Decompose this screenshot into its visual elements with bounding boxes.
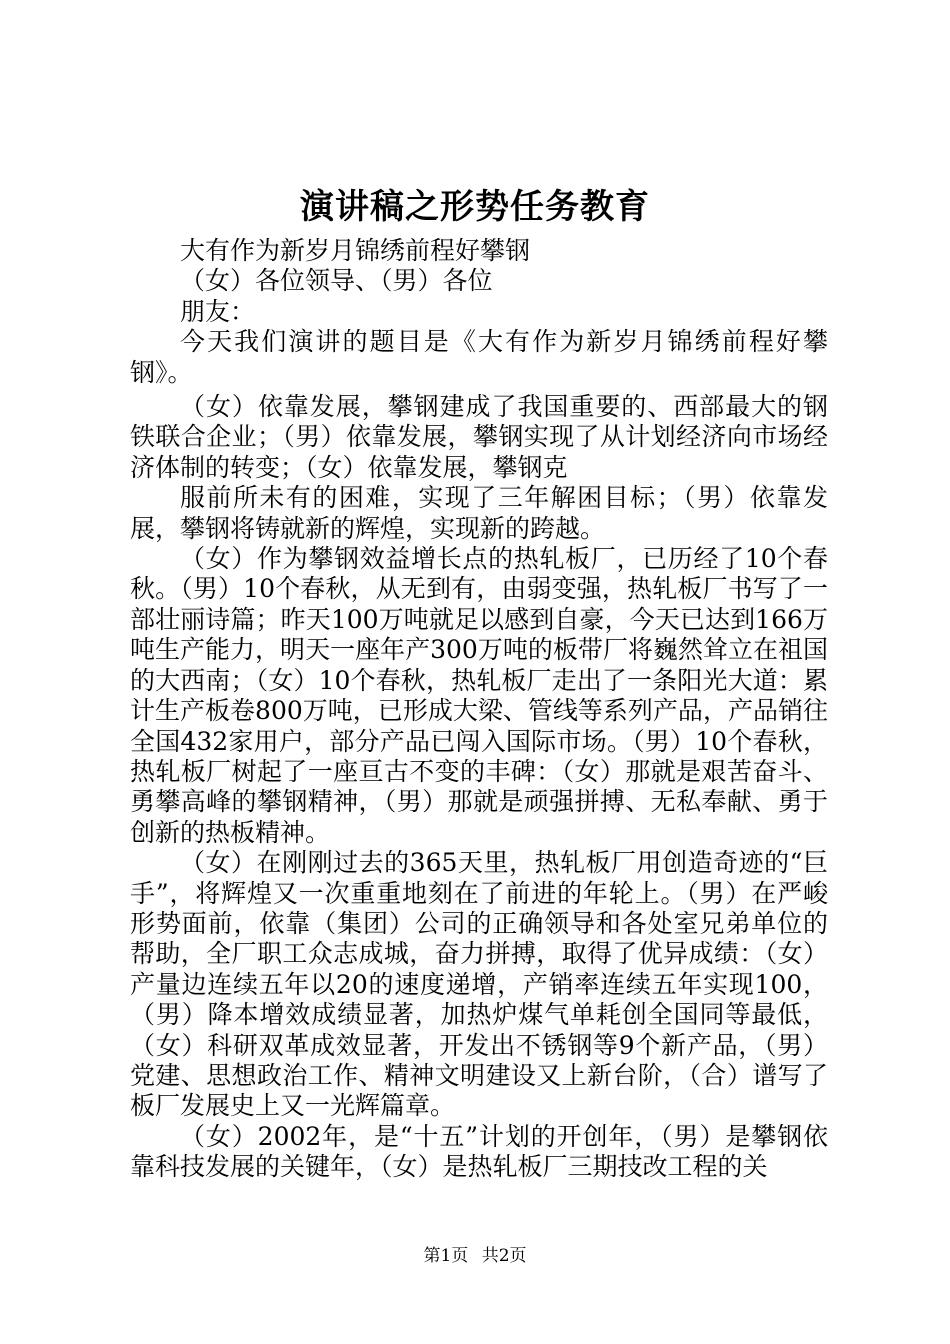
page-footer (0, 1244, 950, 1268)
paragraph-development-cont: 服前所未有的困难，实现了三年解困目标；（男）依靠发展，攀钢将铸就新的辉煌，实现新的跨越。 (130, 483, 828, 543)
paragraph-hot-rolling: （女）作为攀钢效益增长点的热轧板厂，已历经了10个春秋。（男）10个春秋，从无到有，由弱变强，热轧板厂书写了一部壮丽诗篇；昨天100万吨就足以感到自豪，今天已达到166万吨生产能力，明天一座年产300万吨的板带厂将巍然耸立在祖国的大西南；（女）10个春秋，热轧板厂走出了一条阳光大道：累计生产板卷800万吨，已形成大梁、管线等系列产品，产品销往全国432家用户，部分产品已闯入国际市场。（男）10个春秋，热轧板厂树起了一座亘古不变的丰碑：（女）那就是艰苦奋斗、勇攀高峰的攀钢精神，（男）那就是顽强拼搏、无私奉献、勇于创新的热板精神。 (130, 544, 828, 847)
paragraph-greeting-cont: 朋友： (180, 296, 256, 326)
page-total: 共2页 (481, 1246, 527, 1266)
paragraph-2002: （女）2002年，是“十五”计划的开创年，（男）是攀钢依靠科技发展的关键年，（女）是热轧板厂三期技改工程的关 (130, 1121, 828, 1182)
paragraph-greeting: （女）各位领导、（男）各位 (180, 266, 493, 296)
page-number: 第1页 (423, 1246, 469, 1266)
document-body (130, 236, 828, 1183)
paragraph-topic: 今天我们演讲的题目是《大有作为新岁月锦绣前程好攀钢》。 (130, 327, 828, 387)
paragraph-past-year: （女）在刚刚过去的365天里，热轧板厂用创造奇迹的“巨手”，将辉煌又一次重重地刻在了前进的年轮上。（男）在严峻形势面前，依靠（集团）公司的正确领导和各处室兄弟单位的帮助，全厂职工众志成城，奋力拼搏，取得了优异成绩：（女）产量边连续五年以20的速度递增，产销率连续五年实现100，（男）降本增效成绩显著，加热炉煤气单耗创全国同等最低，（女）科研双革成效显著，开发出不锈钢等9个新产品，（男）党建、思想政治工作、精神文明建设又上新台阶，（合）谱写了板厂发展史上又一光辉篇章。 (130, 848, 828, 1121)
paragraph-subtitle: 大有作为新岁月锦绣前程好攀钢 (180, 236, 531, 265)
paragraph-development: （女）依靠发展，攀钢建成了我国重要的、西部最大的钢铁联合企业；（男）依靠发展，攀钢实现了从计划经济向市场经济体制的转变；（女）依靠发展，攀钢克 (130, 392, 828, 482)
document-title: 演讲稿之形势任务教育 (300, 187, 650, 227)
